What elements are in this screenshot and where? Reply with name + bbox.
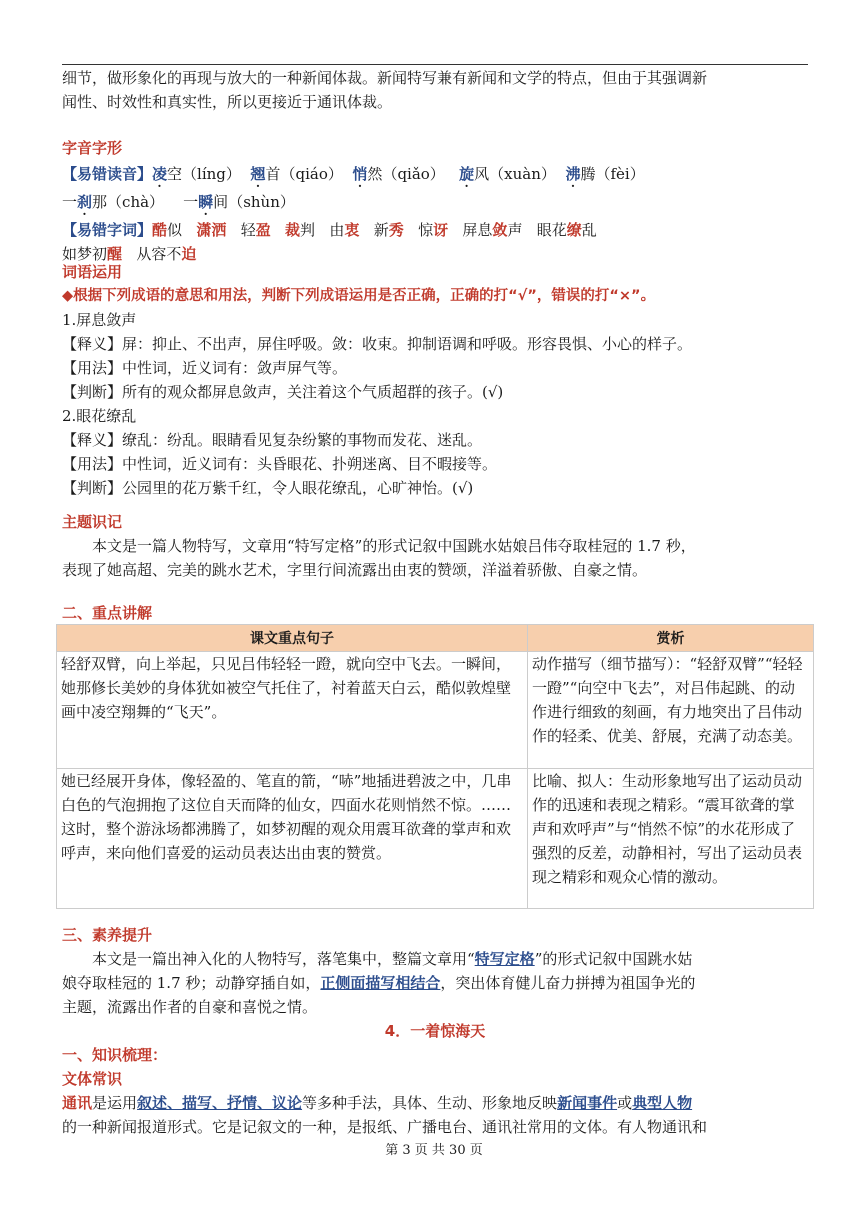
reading-row-2: [62, 190, 808, 214]
intro-line-1: 细节，做形象化的再现与放大的一种新闻体裁。新闻特写兼有新闻和文学的特点，但由于其强调新: [62, 69, 708, 87]
table-cell-analysis: 比喻、拟人：生动形象地写出了运动员动作的迅速和表现之精彩。“震耳欲聋的掌声和欢呼声”与“悄然不惊”的水花形成了强烈的反差，动静相衬，写出了运动员表现之精彩和观众心情的激动。: [528, 769, 814, 909]
idiom-1-meaning: 【释义】屏：抑止、不出声，屏住呼吸。敛：收束。抑制语调和呼吸。形容畏惧、小心的样子。: [62, 335, 693, 353]
idiom-2-meaning: 【释义】缭乱：纷乱。眼睛看见复杂纷繁的事物而发花、迷乱。: [62, 431, 483, 449]
table-header-sentence: 课文重点句子: [57, 625, 528, 652]
reading-item: 一瞬间（shùn）: [183, 193, 295, 211]
table-header-row: [57, 625, 814, 652]
table-row: [57, 652, 814, 769]
reading-item: 悄然（qiǎo）: [352, 165, 445, 183]
reading-row-1: [62, 162, 808, 186]
section-heading-theme: 主题识记: [62, 513, 123, 531]
table-header-analysis: 赏析: [528, 625, 814, 652]
pronunciation-section: [62, 136, 808, 266]
genre-line-1: 通讯是运用叙述、描写、抒情、议论等多种手法，具体、生动、形象地反映新闻事件或典型人物: [62, 1094, 693, 1112]
theme-line-2: 表现了她高超、完美的跳水艺术，字里行间流露出由衷的赞颂，洋溢着骄傲、自豪之情。: [62, 561, 648, 579]
lesson-title: 4．一着惊海天: [384, 1022, 486, 1040]
word-row-1: 【易错字词】酷似 潇洒 轻盈 裁判 由衷 新秀 惊讶 屏息敛声 眼花缭乱: [62, 221, 597, 239]
idiom-1-usage: 【用法】中性词，近义词有：敛声屏气等。: [62, 359, 348, 377]
section-heading-focus: 二、重点讲解: [62, 604, 153, 622]
theme-section: [62, 510, 808, 582]
tag-words: 【易错字词】: [62, 221, 153, 239]
intro-paragraph: [62, 66, 808, 114]
header-rule: [62, 64, 808, 65]
reading-item: 翘首（qiáo）: [250, 165, 343, 183]
idiom-2-title: 2.眼花缭乱: [62, 407, 137, 425]
idiom-1-judgement: 【判断】所有的观众都屏息敛声，关注着这个气质超群的孩子。(√): [62, 383, 504, 401]
literacy-line-2: 娘夺取桂冠的 1.7 秒；动静穿插自如，正侧面描写相结合，突出体育健儿奋力拼搏为祖国争光的: [62, 974, 696, 992]
genre-line-2: 的一种新闻报道形式。它是记叙文的一种，是报纸、广播电台、通讯社常用的文体。有人物通讯和: [62, 1118, 708, 1136]
tag-reading: 【易错读音】: [62, 165, 153, 183]
idiom-section: [62, 260, 808, 500]
reading-item: 一刹那（chà）: [62, 193, 165, 211]
idiom-instruction: ◆根据下列成语的意思和用法，判断下列成语运用是否正确，正确的打“√”，错误的打“×”。: [62, 288, 656, 304]
table-cell-sentence: 轻舒双臂，向上举起，只见吕伟轻轻一蹬，就向空中飞去。一瞬间，她那修长美妙的身体犹如被空气托住了，衬着蓝天白云，酷似敦煌壁画中凌空翔舞的“飞天”。: [57, 652, 528, 769]
table-cell-analysis: 动作描写（细节描写）：“轻舒双臂”“轻轻一蹬”“向空中飞去”，对吕伟起跳、的动作进行细致的刻画，有力地突出了吕伟动作的轻柔、优美、舒展，充满了动态美。: [528, 652, 814, 769]
idiom-1-title: 1.屏息敛声: [62, 311, 137, 329]
subheading-genre: 文体常识: [62, 1070, 123, 1088]
literacy-line-3: 主题，流露出作者的自豪和喜悦之情。: [62, 998, 318, 1016]
section-heading-literacy: 三、素养提升: [62, 926, 153, 944]
literacy-line-1: 本文是一篇出神入化的人物特写，落笔集中，整篇文章用“特写定格”的形式记叙中国跳水姑: [92, 950, 693, 968]
highlight-term: 正侧面描写相结合: [320, 974, 441, 992]
reading-item: 沸腾（fèi）: [565, 165, 645, 183]
highlight-term: 特写定格: [474, 950, 535, 968]
literacy-section: [62, 923, 808, 1139]
idiom-2-usage: 【用法】中性词，近义词有：头昏眼花、扑朔迷离、目不暇接等。: [62, 455, 498, 473]
section-heading-knowledge: 一、知识梳理：: [62, 1046, 168, 1064]
focus-heading-wrap: [62, 601, 808, 625]
table-cell-sentence: 她已经展开身体，像轻盈的、笔直的箭，“哧”地插进碧波之中，几串白色的气泡拥抱了这位自天而降的仙女，四面水花则悄然不惊。……这时，整个游泳场都沸腾了，如梦初醒的观众用震耳欲聋的掌声和欢呼声，来向他们喜爱的运动员表达出由衷的赞赏。: [57, 769, 528, 909]
intro-line-2: 闻性、时效性和真实性，所以更接近于通讯体裁。: [62, 93, 393, 111]
theme-line-1: 本文是一篇人物特写，文章用“特写定格”的形式记叙中国跳水姑娘吕伟夺取桂冠的 1.7 秒，: [92, 537, 696, 555]
focus-table: [56, 624, 814, 909]
section-heading-pronunciation: 字音字形: [62, 139, 123, 157]
idiom-2-judgement: 【判断】公园里的花万紫千红，令人眼花缭乱，心旷神怡。(√): [62, 479, 474, 497]
reading-item: 旋风（xuàn）: [459, 165, 556, 183]
section-heading-idioms: 词语运用: [62, 263, 123, 281]
page-footer: 第 3 页 共 30 页: [385, 1143, 483, 1158]
word-row-2: 如梦初醒 从容不迫: [62, 245, 197, 263]
table-row: [57, 769, 814, 909]
reading-item: 凌空（líng）: [152, 165, 241, 183]
